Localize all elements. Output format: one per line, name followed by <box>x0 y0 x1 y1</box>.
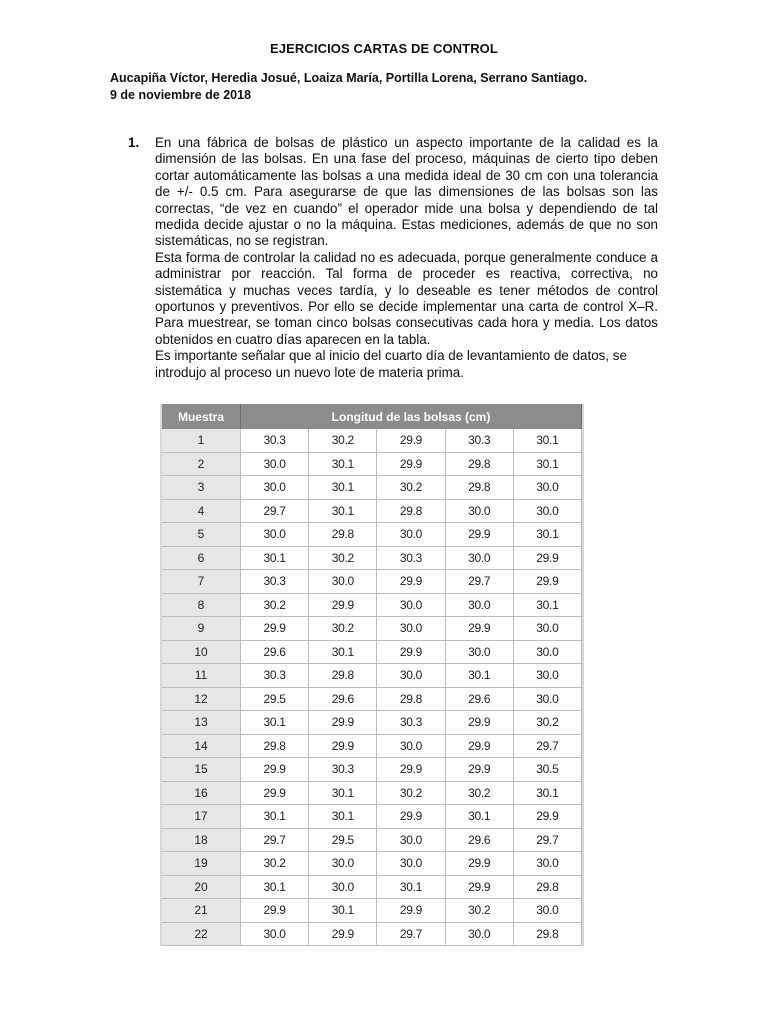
measurement-cell: 29.5 <box>241 687 309 711</box>
measurement-cell: 30.1 <box>241 875 309 899</box>
measurement-cell: 30.0 <box>445 546 513 570</box>
measurement-cell: 29.8 <box>513 875 581 899</box>
measurement-cell: 30.1 <box>513 429 581 452</box>
measurement-cell: 30.1 <box>377 875 445 899</box>
measurement-cell: 30.1 <box>241 711 309 735</box>
measurement-cell: 30.0 <box>241 452 309 476</box>
measurement-cell: 29.9 <box>377 899 445 923</box>
sample-number-cell: 21 <box>162 899 241 923</box>
measurement-cell: 29.9 <box>377 805 445 829</box>
table-row <box>162 523 582 547</box>
measurement-cell: 29.9 <box>309 593 377 617</box>
measurement-cell: 30.0 <box>513 664 581 688</box>
measurement-cell: 30.0 <box>445 922 513 946</box>
measurement-cell: 30.2 <box>377 476 445 500</box>
sample-number-cell: 5 <box>162 523 241 547</box>
measurement-cell: 29.9 <box>309 734 377 758</box>
exercise-paragraph-1: En una fábrica de bolsas de plástico un aspecto importante de la calidad es la dimensión de las bolsas. En una fase del proceso, máquinas de cierto tipo deben cortar automáticamente las bolsas a una medida ideal de 30 cm con una tolerancia de +/- 0.5 cm. Para asegurarse de que las dimensiones de las bolsas son las correctas, “de vez en cuando” el operador mide una bolsa y dependiendo de tal medida decide ajustar o no la máquina. Estas mediciones, además de que no son sistemáticas, no se registran. <box>155 135 658 249</box>
measurement-cell: 30.0 <box>241 476 309 500</box>
measurement-cell: 29.7 <box>513 734 581 758</box>
table-row <box>162 828 582 852</box>
sample-number-cell: 10 <box>162 640 241 664</box>
date-line: 9 de noviembre de 2018 <box>110 88 252 102</box>
measurement-cell: 29.8 <box>445 476 513 500</box>
sample-number-cell: 7 <box>162 570 241 594</box>
sample-number-cell: 13 <box>162 711 241 735</box>
measurement-cell: 29.9 <box>513 570 581 594</box>
header-longitud: Longitud de las bolsas (cm) <box>241 404 582 429</box>
sample-number-cell: 20 <box>162 875 241 899</box>
measurement-cell: 30.1 <box>309 805 377 829</box>
table-row <box>162 711 582 735</box>
sample-number-cell: 8 <box>162 593 241 617</box>
measurement-cell: 30.0 <box>241 922 309 946</box>
measurement-cell: 30.2 <box>309 429 377 452</box>
measurement-cell: 30.1 <box>241 805 309 829</box>
measurement-cell: 30.1 <box>309 452 377 476</box>
measurement-cell: 30.2 <box>445 899 513 923</box>
measurement-cell: 29.9 <box>377 452 445 476</box>
measurement-cell: 30.2 <box>513 711 581 735</box>
exercise-paragraph-2: Esta forma de controlar la calidad no es adecuada, porque generalmente conduce a administrar por reacción. Tal forma de proceder es reactiva, correctiva, no sistemática y muchas veces tardía, y lo deseable es tener métodos de control oportunos y preventivos. Por ello se decide implementar una carta de control X–R. Para muestrear, se toman cinco bolsas consecutivas cada hora y media. Los datos obtenidos en cuatro días aparecen en la tabla. <box>155 249 658 347</box>
measurement-cell: 30.1 <box>309 899 377 923</box>
measurement-cell: 29.9 <box>513 546 581 570</box>
measurement-cell: 30.1 <box>309 640 377 664</box>
measurement-cell: 29.6 <box>241 640 309 664</box>
measurement-cell: 29.8 <box>309 664 377 688</box>
sample-number-cell: 18 <box>162 828 241 852</box>
measurement-cell: 30.0 <box>309 852 377 876</box>
measurement-cell: 30.0 <box>513 499 581 523</box>
measurement-cell: 29.7 <box>445 570 513 594</box>
measurement-cell: 29.7 <box>513 828 581 852</box>
measurement-cell: 29.9 <box>445 875 513 899</box>
sample-number-cell: 4 <box>162 499 241 523</box>
measurement-cell: 29.9 <box>377 429 445 452</box>
measurement-cell: 30.2 <box>241 852 309 876</box>
measurement-cell: 30.3 <box>241 429 309 452</box>
measurement-cell: 29.9 <box>445 758 513 782</box>
measurement-cell: 29.7 <box>241 499 309 523</box>
measurement-cell: 29.9 <box>309 711 377 735</box>
measurement-cell: 29.8 <box>309 523 377 547</box>
sample-number-cell: 16 <box>162 781 241 805</box>
table-row <box>162 429 582 452</box>
measurement-cell: 30.0 <box>513 899 581 923</box>
measurement-cell: 30.3 <box>241 664 309 688</box>
measurement-cell: 30.0 <box>445 593 513 617</box>
measurement-cell: 29.5 <box>309 828 377 852</box>
table-header-row <box>162 404 582 429</box>
table-row <box>162 687 582 711</box>
measurement-cell: 30.2 <box>445 781 513 805</box>
table-row <box>162 570 582 594</box>
measurement-cell: 30.1 <box>309 476 377 500</box>
measurement-cell: 30.0 <box>377 523 445 547</box>
sample-number-cell: 11 <box>162 664 241 688</box>
sample-number-cell: 9 <box>162 617 241 641</box>
measurement-cell: 29.9 <box>241 617 309 641</box>
table-body <box>162 429 582 946</box>
document-title: EJERCICIOS CARTAS DE CONTROL <box>270 41 498 56</box>
authors-line: Aucapiña Víctor, Heredia Josué, Loaiza María, Portilla Lorena, Serrano Santiago. <box>110 71 588 85</box>
table-row <box>162 452 582 476</box>
measurement-cell: 30.1 <box>241 546 309 570</box>
measurement-cell: 29.7 <box>241 828 309 852</box>
measurement-cell: 29.9 <box>241 781 309 805</box>
measurement-cell: 30.0 <box>309 570 377 594</box>
measurement-cell: 30.1 <box>513 781 581 805</box>
table-row <box>162 805 582 829</box>
measurement-cell: 30.2 <box>309 617 377 641</box>
measurement-cell: 30.3 <box>377 711 445 735</box>
table-row <box>162 734 582 758</box>
measurement-cell: 30.0 <box>513 640 581 664</box>
measurement-cell: 29.6 <box>309 687 377 711</box>
data-table-container <box>160 404 584 946</box>
table-row <box>162 758 582 782</box>
table-row <box>162 781 582 805</box>
measurement-cell: 30.0 <box>377 593 445 617</box>
header-muestra: Muestra <box>162 404 241 429</box>
measurement-cell: 29.9 <box>241 758 309 782</box>
data-table <box>162 404 582 946</box>
sample-number-cell: 3 <box>162 476 241 500</box>
measurement-cell: 30.0 <box>309 875 377 899</box>
measurement-cell: 30.2 <box>241 593 309 617</box>
measurement-cell: 29.9 <box>513 805 581 829</box>
measurement-cell: 30.1 <box>309 781 377 805</box>
measurement-cell: 29.8 <box>377 687 445 711</box>
table-row <box>162 640 582 664</box>
table-row <box>162 546 582 570</box>
measurement-cell: 29.8 <box>241 734 309 758</box>
measurement-cell: 29.8 <box>377 499 445 523</box>
measurement-cell: 30.2 <box>309 546 377 570</box>
measurement-cell: 30.0 <box>377 828 445 852</box>
measurement-cell: 30.3 <box>309 758 377 782</box>
sample-number-cell: 6 <box>162 546 241 570</box>
measurement-cell: 29.9 <box>377 640 445 664</box>
measurement-cell: 29.7 <box>377 922 445 946</box>
measurement-cell: 30.0 <box>377 852 445 876</box>
table-row <box>162 922 582 946</box>
measurement-cell: 30.5 <box>513 758 581 782</box>
measurement-cell: 30.1 <box>513 593 581 617</box>
measurement-cell: 30.0 <box>513 852 581 876</box>
sample-number-cell: 14 <box>162 734 241 758</box>
table-row <box>162 593 582 617</box>
measurement-cell: 29.9 <box>445 711 513 735</box>
measurement-cell: 30.0 <box>513 476 581 500</box>
exercise-number: 1. <box>128 135 140 150</box>
sample-number-cell: 19 <box>162 852 241 876</box>
measurement-cell: 29.6 <box>445 687 513 711</box>
measurement-cell: 29.9 <box>309 922 377 946</box>
sample-number-cell: 2 <box>162 452 241 476</box>
table-row <box>162 617 582 641</box>
sample-number-cell: 12 <box>162 687 241 711</box>
measurement-cell: 29.6 <box>445 828 513 852</box>
measurement-cell: 29.9 <box>241 899 309 923</box>
measurement-cell: 30.0 <box>445 640 513 664</box>
measurement-cell: 30.2 <box>377 781 445 805</box>
measurement-cell: 30.0 <box>241 523 309 547</box>
measurement-cell: 30.3 <box>241 570 309 594</box>
measurement-cell: 30.0 <box>377 664 445 688</box>
measurement-cell: 30.1 <box>309 499 377 523</box>
measurement-cell: 29.9 <box>377 758 445 782</box>
measurement-cell: 29.8 <box>513 922 581 946</box>
measurement-cell: 29.9 <box>445 617 513 641</box>
measurement-cell: 29.8 <box>445 452 513 476</box>
measurement-cell: 29.9 <box>445 734 513 758</box>
table-row <box>162 499 582 523</box>
measurement-cell: 29.9 <box>377 570 445 594</box>
table-row <box>162 476 582 500</box>
measurement-cell: 30.0 <box>513 687 581 711</box>
table-row <box>162 852 582 876</box>
table-row <box>162 899 582 923</box>
exercise-body <box>155 135 658 381</box>
table-row <box>162 875 582 899</box>
measurement-cell: 29.9 <box>445 852 513 876</box>
measurement-cell: 30.1 <box>445 664 513 688</box>
exercise-paragraph-3: Es importante señalar que al inicio del cuarto día de levantamiento de datos, se introdujo al proceso un nuevo lote de materia prima. <box>155 348 627 380</box>
sample-number-cell: 15 <box>162 758 241 782</box>
measurement-cell: 30.0 <box>377 734 445 758</box>
sample-number-cell: 22 <box>162 922 241 946</box>
measurement-cell: 30.0 <box>445 499 513 523</box>
table-row <box>162 664 582 688</box>
measurement-cell: 30.3 <box>445 429 513 452</box>
measurement-cell: 30.3 <box>377 546 445 570</box>
measurement-cell: 30.1 <box>513 523 581 547</box>
sample-number-cell: 17 <box>162 805 241 829</box>
sample-number-cell: 1 <box>162 429 241 452</box>
measurement-cell: 30.1 <box>445 805 513 829</box>
measurement-cell: 30.0 <box>513 617 581 641</box>
measurement-cell: 30.0 <box>377 617 445 641</box>
measurement-cell: 30.1 <box>513 452 581 476</box>
measurement-cell: 29.9 <box>445 523 513 547</box>
